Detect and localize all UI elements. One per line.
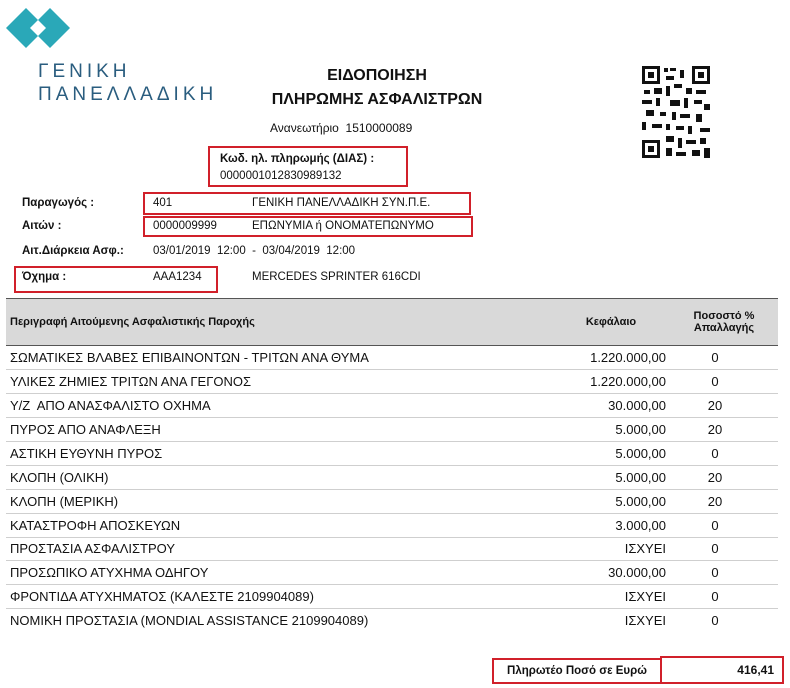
table-row bbox=[6, 513, 778, 537]
row-description: ΥΛΙΚΕΣ ΖΗΜΙΕΣ ΤΡΙΤΩΝ ΑΝΑ ΓΕΓΟΝΟΣ bbox=[6, 369, 528, 393]
table-row bbox=[6, 489, 778, 513]
row-deductible: 0 bbox=[670, 369, 778, 393]
table-row bbox=[6, 441, 778, 465]
table-row bbox=[6, 561, 778, 585]
producer-name: ΓΕΝΙΚΗ ΠΑΝΕΛΛΑΔΙΚΗ ΣΥΝ.Π.Ε. bbox=[252, 197, 431, 209]
header-amount: Κεφάλαιο bbox=[528, 299, 670, 346]
brand-name bbox=[38, 60, 217, 106]
brand-line-1: ΓΕΝΙΚΗ bbox=[38, 61, 131, 82]
diamond-logo-icon bbox=[4, 6, 84, 54]
row-amount: 5.000,00 bbox=[528, 489, 670, 513]
table-row bbox=[6, 417, 778, 441]
qr-code-icon bbox=[640, 64, 712, 160]
document-title-line-2: ΠΛΗΡΩΜΗΣ ΑΣΦΑΛΙΣΤΡΩΝ bbox=[271, 91, 483, 108]
document-title bbox=[252, 64, 502, 112]
vehicle-plate: ΑΑΑ1234 bbox=[153, 271, 202, 283]
row-deductible: 20 bbox=[670, 489, 778, 513]
row-deductible: 20 bbox=[670, 465, 778, 489]
row-description: ΑΣΤΙΚΗ ΕΥΘΥΝΗ ΠΥΡΟΣ bbox=[6, 441, 528, 465]
row-amount: 5.000,00 bbox=[528, 417, 670, 441]
row-amount: 5.000,00 bbox=[528, 465, 670, 489]
table-row bbox=[6, 369, 778, 393]
dias-value: 0000001012830989132 bbox=[220, 170, 342, 182]
row-deductible: 0 bbox=[711, 613, 719, 629]
producer-label: Παραγωγός : bbox=[22, 197, 95, 209]
applicant-code: 0000009999 bbox=[153, 220, 217, 232]
table-row bbox=[6, 393, 778, 417]
row-amount: ΙΣΧΥΕΙ bbox=[624, 613, 666, 629]
row-description: ΠΡΟΣΩΠΙΚΟ ΑΤΥΧΗΜΑ ΟΔΗΓΟΥ bbox=[6, 561, 528, 585]
dias-label: Κωδ. ηλ. πληρωμής (ΔΙΑΣ) : bbox=[220, 153, 375, 165]
table-row bbox=[6, 585, 778, 609]
row-deductible: 0 bbox=[670, 537, 778, 561]
row-description: ΚΛΟΠΗ (ΜΕΡΙΚΗ) bbox=[6, 489, 528, 513]
row-deductible: 20 bbox=[670, 417, 778, 441]
row-description: Υ/Ζ ΑΠΟ ΑΝΑΣΦΑΛΙΣΤΟ ΟΧΗΜΑ bbox=[6, 393, 528, 417]
applicant-name: ΕΠΩΝΥΜΙΑ ή ΟΝΟΜΑΤΕΠΩΝΥΜΟ bbox=[252, 220, 434, 232]
row-description: ΣΩΜΑΤΙΚΕΣ ΒΛΑΒΕΣ ΕΠΙΒΑΙΝΟΝΤΩΝ - ΤΡΙΤΩΝ ΑΝΑ ΘΥΜΑ bbox=[6, 346, 528, 370]
row-amount: 30.000,00 bbox=[528, 561, 670, 585]
row-amount: 1.220.000,00 bbox=[528, 346, 670, 370]
row-description: ΚΛΟΠΗ (ΟΛΙΚΗ) bbox=[6, 465, 528, 489]
table-row bbox=[6, 465, 778, 489]
renewal-value: 1510000089 bbox=[345, 121, 413, 135]
applicant-label: Αιτών : bbox=[22, 220, 62, 232]
vehicle-model: MERCEDES SPRINTER 616CDI bbox=[252, 271, 421, 283]
row-amount: 1.220.000,00 bbox=[528, 369, 670, 393]
header-deductible-line-2: Απαλλαγής bbox=[693, 322, 755, 334]
row-description: ΝΟΜΙΚΗ ΠΡΟΣΤΑΣΙΑ (MONDIAL ASSISTANCE 2109904089) bbox=[10, 613, 369, 629]
row-amount: 3.000,00 bbox=[528, 513, 670, 537]
row-description: ΠΡΟΣΤΑΣΙΑ ΑΣΦΑΛΙΣΤΡΟΥ bbox=[6, 537, 528, 561]
brand-line-2: ΠΑΝΕΛΛΑΔΙΚΗ bbox=[38, 84, 218, 105]
header-deductible bbox=[670, 299, 778, 346]
table-row bbox=[6, 346, 778, 370]
total-amount: 416,41 bbox=[660, 656, 784, 684]
row-amount: 5.000,00 bbox=[528, 441, 670, 465]
row-deductible: 0 bbox=[670, 513, 778, 537]
row-amount: ΙΣΧΥΕΙ bbox=[528, 585, 670, 609]
row-description: ΦΡΟΝΤΙΔΑ ΑΤΥΧΗΜΑΤΟΣ (ΚΑΛΕΣΤΕ 2109904089) bbox=[6, 585, 528, 609]
header-description: Περιγραφή Αιτούμενης Ασφαλιστικής Παροχής bbox=[6, 299, 528, 346]
row-deductible: 0 bbox=[670, 585, 778, 609]
vehicle-label: Όχημα : bbox=[22, 271, 67, 283]
row-deductible: 0 bbox=[670, 346, 778, 370]
producer-code: 401 bbox=[153, 197, 173, 209]
row-deductible: 0 bbox=[670, 561, 778, 585]
row-deductible: 0 bbox=[670, 441, 778, 465]
row-amount: 30.000,00 bbox=[528, 393, 670, 417]
duration-value: 03/01/2019 12:00 - 03/04/2019 12:00 bbox=[153, 245, 356, 257]
table-row bbox=[6, 609, 778, 632]
table-row bbox=[6, 537, 778, 561]
duration-label: Αιτ.Διάρκεια Ασφ.: bbox=[22, 245, 124, 257]
renewal-number bbox=[270, 121, 412, 135]
document-title-line-1: ΕΙΔΟΠΟΙΗΣΗ bbox=[327, 67, 427, 84]
row-description: ΠΥΡΟΣ ΑΠΟ ΑΝΑΦΛΕΞΗ bbox=[6, 417, 528, 441]
total-label: Πληρωτέο Ποσό σε Ευρώ bbox=[492, 658, 662, 684]
row-amount: ΙΣΧΥΕΙ bbox=[528, 537, 670, 561]
header-deductible-line-1: Ποσοστό % bbox=[693, 310, 755, 322]
coverage-table bbox=[6, 298, 778, 632]
coverage-table-header bbox=[6, 299, 778, 346]
renewal-label: Ανανεωτήριο bbox=[270, 121, 339, 135]
row-description: ΚΑΤΑΣΤΡΟΦΗ ΑΠΟΣΚΕΥΩΝ bbox=[6, 513, 528, 537]
dias-payment-code bbox=[208, 146, 408, 187]
row-deductible: 20 bbox=[670, 393, 778, 417]
